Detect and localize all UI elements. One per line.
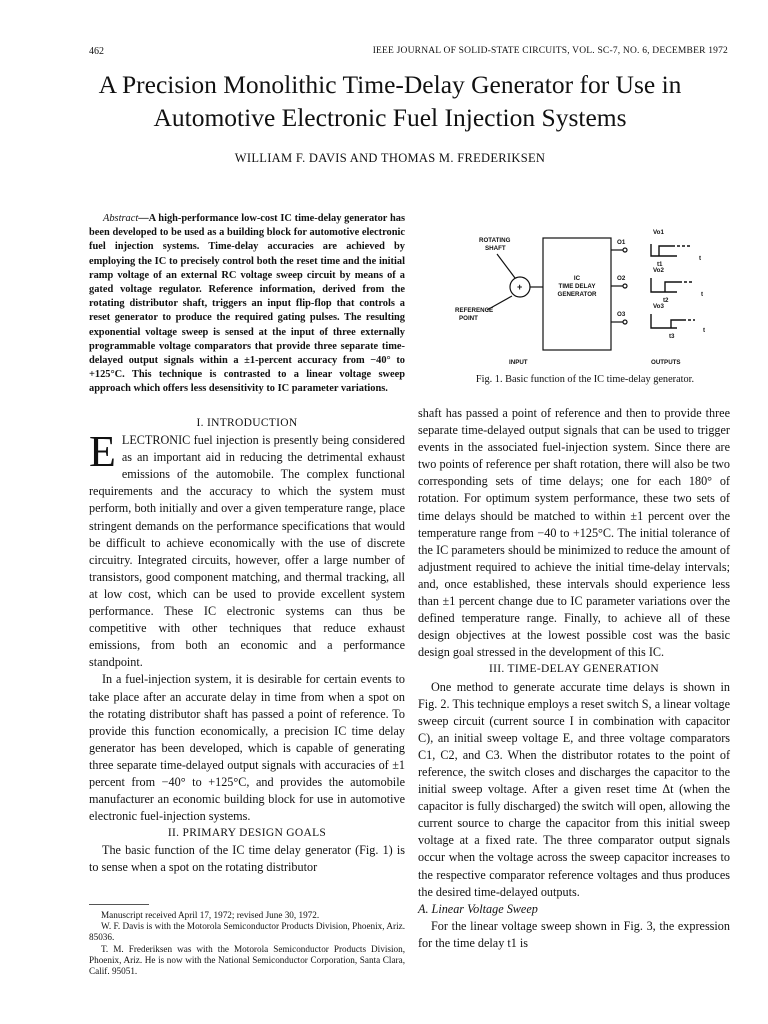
label-t3: t3 bbox=[669, 333, 675, 340]
left-column bbox=[89, 415, 405, 877]
shaft-arrow bbox=[497, 254, 515, 278]
abstract-text: —A high-performance low-cost IC time-delay generator has been developed to be used as a building block for automotive electronic fuel injection systems. Time-delay accuracies are achieved by employing the IC to precisely control both the reset time and the initial ramp voltage of an external RC voltage sweep circuit by means of a gated voltage regulator. Reference information, derived from the rotating distributor shaft, triggers an input flip-flop that controls a reset generator to produce the required gating pulses. The resulting exponential voltage sweep is sensed at the input of three externally programmable voltage comparators that provide three separate time-delayed output signals within a ±1-percent accuracy from −40° to +125°C. This technique is contrasted to a linear voltage sweep approach which offers less desensitivity to IC parameter variations. bbox=[89, 213, 405, 395]
intro-paragraph-1: ELECTRONIC fuel injection is presently being considered as an important aid in reducing the detrimental exhaust emissions of the automobile. The complex functional requirements and the accuracy to which the system must perform, both initially and over a given temperature range, place stringent demands on the performance specifications that would be difficult to achieve economically with the use of discrete circuitry. Integrated circuits, however, offer a large number of transistors, good component matching, and thermal tracking, all at low cost, which can be used to provide excellent system performance. These IC electronic systems can thus be competitive with other techniques that reduce exhaust emissions, from both an economic and a performance standpoint. bbox=[89, 427, 405, 670]
output-waveform-2 bbox=[651, 278, 679, 292]
goals-paragraph-1: The basic function of the IC time delay generator (Fig. 1) is to sense when a spot on the rotating distributor bbox=[89, 843, 405, 875]
label-time-axis-1: t bbox=[699, 255, 702, 262]
authors: WILLIAM F. DAVIS AND THOMAS M. FREDERIKSEN bbox=[234, 151, 546, 165]
timedelay-paragraph-1: One method to generate accurate time delays is shown in Fig. 2. This technique employs a reset switch S, a linear voltage sweep circuit (current source I in combination with capacitor C), an initial sweep voltage E, and three voltage comparators C1, C2, and C3. When the distributor rotates to the point of reference, the switch closes and discharges the capacitor to the initial sweep voltage. After a given reset time Δt (when the capacitor is fully discharged) the switch will open, allowing the current source to charge the capacitor from this initial sweep voltage at a fixed rate. The three comparator output signals occur when the voltage across the sweep capacitor increases to the respective comparator reference voltages and thus produces the desired time-delayed outputs. bbox=[418, 679, 730, 899]
label-vo2: Vo2 bbox=[653, 267, 664, 274]
section-heading-introduction: I. INTRODUCTION bbox=[196, 417, 298, 429]
page-number: 462 bbox=[89, 46, 104, 57]
label-t1: t1 bbox=[657, 261, 663, 268]
section-heading-time-delay-generation: III. TIME-DELAY GENERATION bbox=[489, 663, 659, 676]
intro-paragraph-2: In a fuel-injection system, it is desirable for certain events to take place after an accurate delay in time from when a spot on the rotating distributor shaft has passed a point of reference. To provide this function economically, a precision IC time delay generator has been developed, which is capable of generating three separate time-delayed output signals with accuracies of ±1 percent from −40° to +125°C, and provides the automobile manufacturer an economic building block for use in automotive electronic fuel-injection systems. bbox=[89, 672, 405, 824]
paper-title: A Precision Monolithic Time-Delay Generator for Use in Automotive Electronic Fuel Injection Systems bbox=[98, 70, 682, 132]
footnote-davis: W. F. Davis is with the Motorola Semiconductor Products Division, Phoenix, Ariz. 85036. bbox=[89, 921, 405, 943]
label-o1: O1 bbox=[617, 239, 626, 246]
figure-1-diagram bbox=[445, 222, 725, 387]
label-o2: O2 bbox=[617, 275, 626, 282]
figure-1-caption: Fig. 1. Basic function of the IC time-delay generator. bbox=[475, 374, 695, 385]
label-vo3: Vo3 bbox=[653, 303, 664, 310]
abstract-label: Abstract bbox=[103, 213, 139, 224]
output-terminal-1 bbox=[623, 248, 627, 252]
label-rotating: ROTATING bbox=[479, 237, 511, 244]
timedelay-paragraph-2: For the linear voltage sweep shown in Fig. 3, the expression for the time delay t1 is bbox=[418, 918, 730, 950]
label-plus: + bbox=[517, 282, 523, 292]
label-reference: REFERENCE bbox=[455, 307, 494, 314]
label-ic: IC bbox=[573, 275, 581, 282]
label-shaft: SHAFT bbox=[485, 245, 506, 252]
output-terminal-3 bbox=[623, 320, 627, 324]
section-heading-design-goals: II. PRIMARY DESIGN GOALS bbox=[167, 827, 327, 840]
output-terminal-2 bbox=[623, 284, 627, 288]
label-t2: t2 bbox=[663, 297, 669, 304]
label-outputs: OUTPUTS bbox=[651, 359, 681, 366]
label-generator: GENERATOR bbox=[557, 291, 597, 298]
label-time-axis-2: t bbox=[701, 291, 704, 298]
journal-header: IEEE JOURNAL OF SOLID-STATE CIRCUITS, VOL. SC-7, NO. 6, DECEMBER 1972 bbox=[372, 46, 728, 56]
subsection-heading-linear-sweep: A. Linear Voltage Sweep bbox=[418, 901, 538, 916]
output-waveform-3 bbox=[651, 314, 683, 328]
footnotes bbox=[89, 910, 405, 977]
label-o3: O3 bbox=[617, 311, 626, 318]
label-point: POINT bbox=[459, 315, 478, 322]
label-input: INPUT bbox=[509, 359, 528, 366]
footnote-frederiksen: T. M. Frederiksen was with the Motorola Semiconductor Products Division, Phoenix, Ariz. He is now with the National Semiconductor Corporation, Santa Clara, Calif. 95051. bbox=[89, 943, 405, 977]
abstract bbox=[89, 212, 405, 397]
label-vo1: Vo1 bbox=[653, 229, 664, 236]
drop-cap: E bbox=[89, 427, 116, 477]
label-time-axis-3: t bbox=[703, 327, 706, 334]
output-waveform-1 bbox=[651, 244, 677, 256]
label-time-delay: TIME DELAY bbox=[558, 283, 596, 290]
footnote-rule bbox=[89, 904, 149, 905]
goals-paragraph-1-continued: shaft has passed a point of reference and then to provide three separate time-delayed output signals that can be used to trigger events in the associated fuel-injection system. Since there are two points of reference per shaft rotation, there will also be two corresponding sets of time delays; one for each 180° of rotation. For optimum system performance, these two sets of time delays should be matched to within ±1 percent over the temperature range from −40 to +125°C. The initial tolerance of the IC parameters should be minimized to reduce the amount of adjustment required to achieve the initial time-delay intervals; and, once established, these intervals should experience less than ±1 percent change due to IC parameter variations over the defined temperature range. Finally, to achieve all of these design objectives at the lowest possible cost was the basic design goal stressed in the development of this IC. bbox=[418, 406, 730, 660]
right-column bbox=[418, 405, 730, 952]
footnote-manuscript: Manuscript received April 17, 1972; revised June 30, 1972. bbox=[101, 910, 320, 920]
